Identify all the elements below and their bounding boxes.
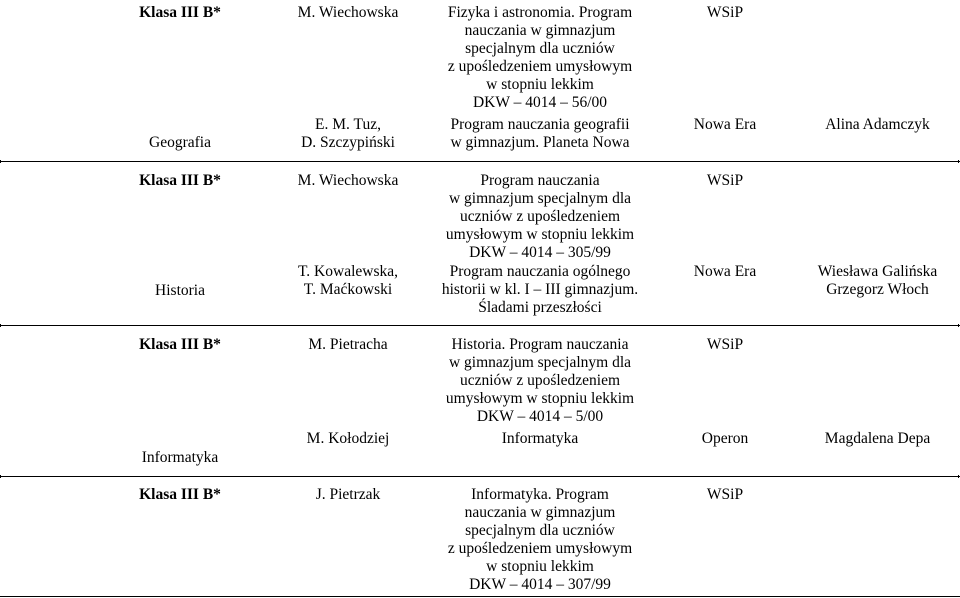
table-row-geografia <box>0 0 960 160</box>
book-authors: E. M. Tuz, D. Szczypiński <box>301 116 395 151</box>
program-publisher: WSiP <box>706 4 744 21</box>
program-description: Fizyka i astronomia. Program nauczania w gimnazjum specjalnym dla uczniów z upośledzeniem umysłowym w stopniu lekkim DKW – 4014 – 56/00 <box>447 4 633 111</box>
row-separator <box>0 596 960 597</box>
subject-name: Historia <box>155 282 205 299</box>
program-publisher: WSiP <box>706 336 744 353</box>
book-authors: M. Kołodziej <box>306 430 390 447</box>
table-row-informatyka-program <box>0 478 960 598</box>
row-separator <box>0 161 960 162</box>
book-authors: T. Kowalewska, T. Maćkowski <box>297 263 398 298</box>
book-title: Program nauczania ogólnego historii w kl. I – III gimnazjum. Śladami przeszłości <box>441 263 639 316</box>
program-description: Informatyka. Program nauczania w gimnazjum specjalnym dla uczniów z upośledzeniem umysłowym w stopniu lekkim DKW – 4014 – 307/99 <box>447 486 633 593</box>
row-separator <box>0 476 960 477</box>
book-publisher: Nowa Era <box>693 116 757 133</box>
approver-name: Alina Adamczyk <box>825 116 930 133</box>
class-label: Klasa III B* <box>139 486 221 503</box>
program-publisher: WSiP <box>706 172 744 189</box>
class-label: Klasa III B* <box>139 172 221 189</box>
row-separator <box>0 325 960 326</box>
class-label: Klasa III B* <box>139 336 221 353</box>
subject-name: Geografia <box>149 134 211 151</box>
book-title: Informatyka <box>501 430 579 447</box>
program-description: Program nauczania w gimnazjum specjalnym dla uczniów z upośledzeniem umysłowym w stopniu lekkim DKW – 4014 – 305/99 <box>445 172 635 261</box>
program-publisher: WSiP <box>706 486 744 503</box>
approver-name: Magdalena Depa <box>824 430 931 447</box>
program-author: M. Wiechowska <box>297 172 399 189</box>
program-description: Historia. Program nauczania w gimnazjum specjalnym dla uczniów z upośledzeniem umysłowym w stopniu lekkim DKW – 4014 – 5/00 <box>445 336 635 425</box>
program-author: M. Pietracha <box>308 336 388 353</box>
book-title: Program nauczania geografii w gimnazjum. Planeta Nowa <box>450 116 630 151</box>
program-author: J. Pietrzak <box>315 486 381 503</box>
subject-name: Informatyka <box>141 449 219 466</box>
class-label: Klasa III B* <box>139 4 221 21</box>
approver-name: Wiesława Galińska Grzegorz Włoch <box>817 263 938 298</box>
book-publisher: Nowa Era <box>693 263 757 280</box>
book-publisher: Operon <box>701 430 749 447</box>
table-row-informatyka <box>0 327 960 475</box>
table-row-historia <box>0 163 960 324</box>
program-author: M. Wiechowska <box>297 4 399 21</box>
